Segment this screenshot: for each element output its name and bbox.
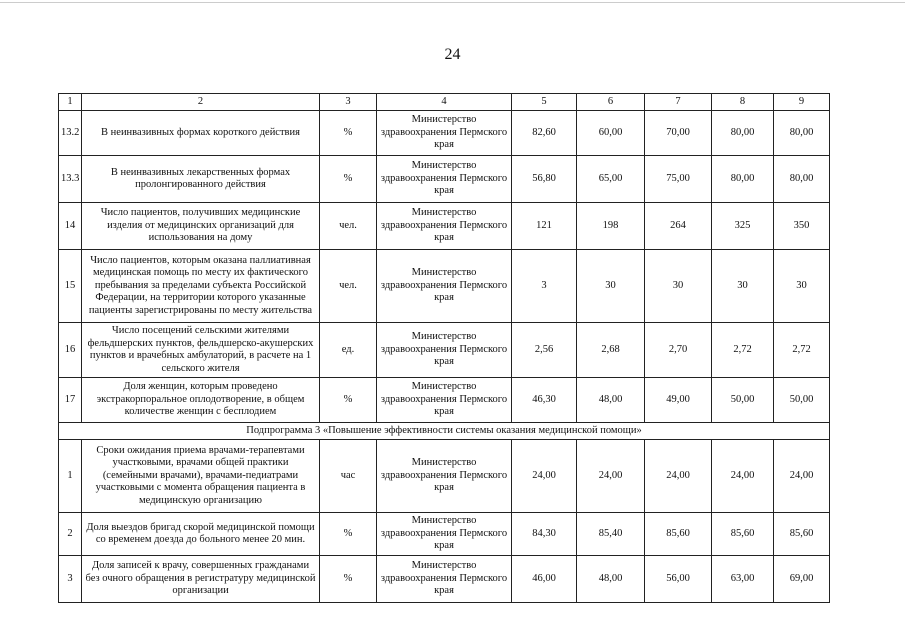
value-col5: 2,56 xyxy=(512,323,577,378)
value-col5: 121 xyxy=(512,203,577,250)
value-col7: 24,00 xyxy=(645,440,712,513)
value-col6: 48,00 xyxy=(577,378,645,423)
responsible-org: Министерство здравоохранения Пермского края xyxy=(377,513,512,556)
header-cell: 2 xyxy=(82,94,320,111)
unit: % xyxy=(320,378,377,423)
unit: % xyxy=(320,513,377,556)
responsible-org: Министерство здравоохранения Пермского края xyxy=(377,556,512,603)
responsible-org: Министерство здравоохранения Пермского края xyxy=(377,378,512,423)
value-col6: 24,00 xyxy=(577,440,645,513)
indicator-name: Доля записей к врачу, совершенных гражданами без очного обращения в регистратуру медицинской организации xyxy=(82,556,320,603)
unit: % xyxy=(320,556,377,603)
indicator-name: В неинвазивных лекарственных формах пролонгированного действия xyxy=(82,156,320,203)
indicator-name: Доля выездов бригад скорой медицинской помощи со временем доезда до больного менее 20 мин. xyxy=(82,513,320,556)
row-number: 13.2 xyxy=(59,111,82,156)
table-row xyxy=(59,111,830,156)
value-col7: 56,00 xyxy=(645,556,712,603)
value-col9: 350 xyxy=(774,203,830,250)
page-number: 24 xyxy=(444,46,461,63)
unit: час xyxy=(320,440,377,513)
value-col8: 30 xyxy=(712,250,774,323)
value-col5: 82,60 xyxy=(512,111,577,156)
subprogram-title: Подпрограмма 3 «Повышение эффективности системы оказания медицинской помощи» xyxy=(59,423,830,440)
header-cell: 4 xyxy=(377,94,512,111)
value-col9: 2,72 xyxy=(774,323,830,378)
value-col6: 65,00 xyxy=(577,156,645,203)
subprogram-row xyxy=(59,423,830,440)
value-col5: 24,00 xyxy=(512,440,577,513)
value-col8: 63,00 xyxy=(712,556,774,603)
value-col8: 325 xyxy=(712,203,774,250)
value-col8: 85,60 xyxy=(712,513,774,556)
unit: чел. xyxy=(320,250,377,323)
value-col5: 56,80 xyxy=(512,156,577,203)
responsible-org: Министерство здравоохранения Пермского края xyxy=(377,323,512,378)
value-col7: 70,00 xyxy=(645,111,712,156)
value-col7: 75,00 xyxy=(645,156,712,203)
row-number: 3 xyxy=(59,556,82,603)
value-col6: 30 xyxy=(577,250,645,323)
value-col8: 2,72 xyxy=(712,323,774,378)
value-col6: 85,40 xyxy=(577,513,645,556)
value-col9: 50,00 xyxy=(774,378,830,423)
header-cell: 5 xyxy=(512,94,577,111)
value-col9: 80,00 xyxy=(774,156,830,203)
table-row xyxy=(59,250,830,323)
header-cell: 8 xyxy=(712,94,774,111)
header-cell: 7 xyxy=(645,94,712,111)
unit: % xyxy=(320,111,377,156)
value-col5: 46,00 xyxy=(512,556,577,603)
row-number: 17 xyxy=(59,378,82,423)
value-col5: 3 xyxy=(512,250,577,323)
unit: чел. xyxy=(320,203,377,250)
value-col5: 84,30 xyxy=(512,513,577,556)
value-col9: 80,00 xyxy=(774,111,830,156)
row-number: 14 xyxy=(59,203,82,250)
responsible-org: Министерство здравоохранения Пермского края xyxy=(377,156,512,203)
header-row xyxy=(59,94,830,111)
responsible-org: Министерство здравоохранения Пермского края xyxy=(377,250,512,323)
row-number: 13.3 xyxy=(59,156,82,203)
indicator-name: Доля женщин, которым проведено экстракорпоральное оплодотворение, в общем количестве женщин с бесплодием xyxy=(82,378,320,423)
unit: ед. xyxy=(320,323,377,378)
unit: % xyxy=(320,156,377,203)
table-row xyxy=(59,513,830,556)
responsible-org: Министерство здравоохранения Пермского края xyxy=(377,440,512,513)
indicator-name: Сроки ожидания приема врачами-терапевтами участковыми, врачами общей практики (семейными врачами), врачами-педиатрами участковыми с момента обращения пациента в медицинскую организацию xyxy=(82,440,320,513)
value-col7: 49,00 xyxy=(645,378,712,423)
responsible-org: Министерство здравоохранения Пермского края xyxy=(377,111,512,156)
indicator-name: Число посещений сельскими жителями фельдшерских пунктов, фельдшерско-акушерских пунктов и врачебных амбулаторий, в расчете на 1 сельского жителя xyxy=(82,323,320,378)
row-number: 16 xyxy=(59,323,82,378)
header-cell: 1 xyxy=(59,94,82,111)
value-col9: 69,00 xyxy=(774,556,830,603)
indicator-name: Число пациентов, которым оказана паллиативная медицинская помощь по месту их фактического пребывания за пределами субъекта Российской Федерации, на территории которого указанные пациенты зарегистрированы по месту жительства xyxy=(82,250,320,323)
table-row xyxy=(59,440,830,513)
value-col6: 198 xyxy=(577,203,645,250)
value-col9: 30 xyxy=(774,250,830,323)
table-row xyxy=(59,156,830,203)
value-col8: 80,00 xyxy=(712,156,774,203)
header-cell: 6 xyxy=(577,94,645,111)
row-number: 1 xyxy=(59,440,82,513)
indicators-table xyxy=(58,93,830,603)
table-row xyxy=(59,556,830,603)
value-col9: 24,00 xyxy=(774,440,830,513)
indicator-name: Число пациентов, получивших медицинские изделия от медицинских организаций для использования на дому xyxy=(82,203,320,250)
value-col7: 85,60 xyxy=(645,513,712,556)
value-col5: 46,30 xyxy=(512,378,577,423)
value-col7: 30 xyxy=(645,250,712,323)
table-row xyxy=(59,378,830,423)
value-col9: 85,60 xyxy=(774,513,830,556)
row-number: 2 xyxy=(59,513,82,556)
header-cell: 3 xyxy=(320,94,377,111)
table-row xyxy=(59,323,830,378)
page-top-rule xyxy=(0,2,905,3)
value-col6: 60,00 xyxy=(577,111,645,156)
value-col8: 50,00 xyxy=(712,378,774,423)
indicator-name: В неинвазивных формах короткого действия xyxy=(82,111,320,156)
header-cell: 9 xyxy=(774,94,830,111)
value-col8: 24,00 xyxy=(712,440,774,513)
value-col7: 264 xyxy=(645,203,712,250)
value-col6: 48,00 xyxy=(577,556,645,603)
value-col8: 80,00 xyxy=(712,111,774,156)
table-row xyxy=(59,203,830,250)
value-col7: 2,70 xyxy=(645,323,712,378)
responsible-org: Министерство здравоохранения Пермского края xyxy=(377,203,512,250)
row-number: 15 xyxy=(59,250,82,323)
value-col6: 2,68 xyxy=(577,323,645,378)
